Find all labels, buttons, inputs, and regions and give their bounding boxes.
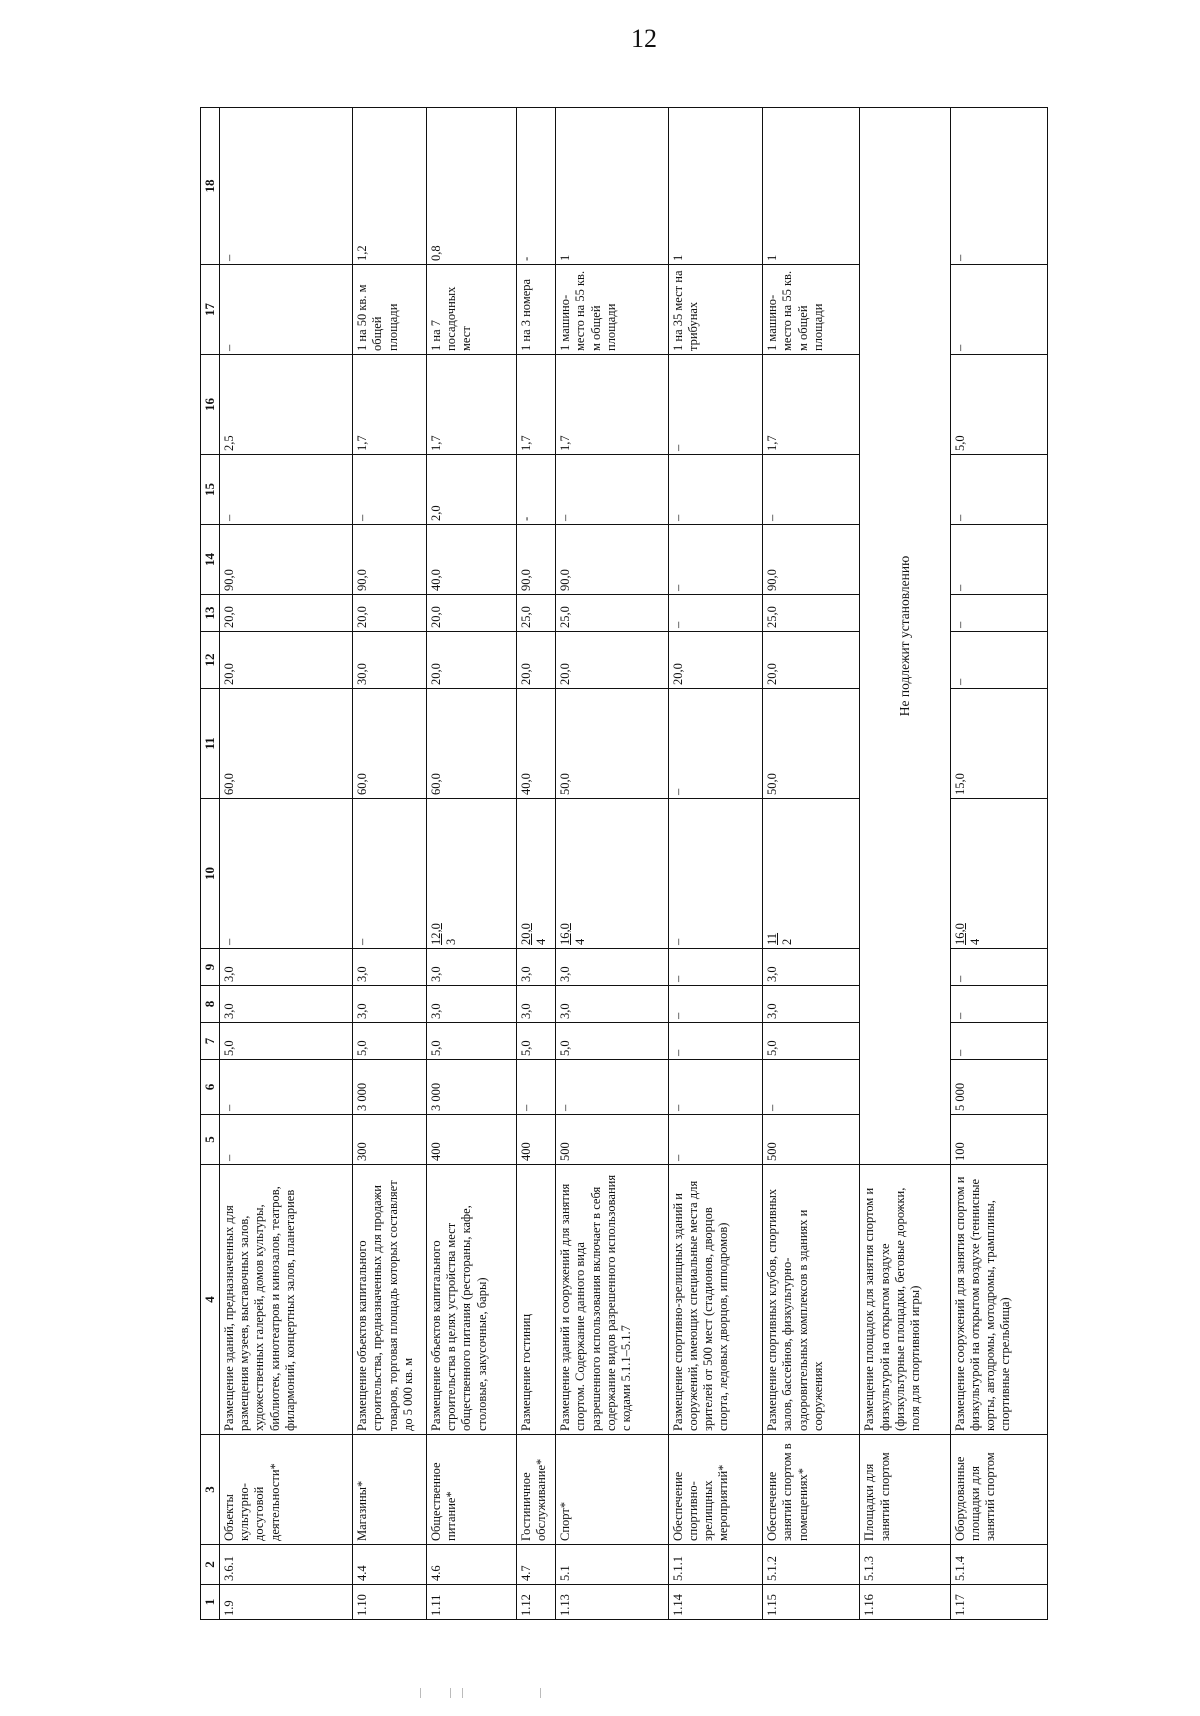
- rotated-table-container: [200, 108, 1048, 1620]
- cell-col-8: 3,0: [556, 986, 669, 1023]
- header-cell: 8: [201, 986, 220, 1023]
- cell-col-14: 90,0: [763, 525, 860, 595]
- cell-col-8: 3,0: [763, 986, 860, 1023]
- use-code: 5.1.4: [950, 1545, 1047, 1585]
- use-description: Размещение зданий, предназначенных для размещения музеев, выставочных залов, художественных галерей, домов культуры, библиотек, кинотеатров и кинозалов, театров, филармоний, концертных залов, планетариев: [219, 1165, 352, 1435]
- cell-col-8: 3,0: [353, 986, 427, 1023]
- use-code: 5.1: [556, 1545, 669, 1585]
- cell-col-13: 25,0: [763, 595, 860, 632]
- cell-col-8: 3,0: [219, 986, 352, 1023]
- cell-col-9: 3,0: [556, 949, 669, 986]
- cell-col-8: 3,0: [517, 986, 556, 1023]
- cell-col-11: 60,0: [219, 689, 352, 799]
- cell-col-12: –: [950, 632, 1047, 689]
- use-name: Площадки для занятий спортом: [860, 1435, 950, 1545]
- table-row: [219, 108, 352, 1620]
- header-cell: 10: [201, 799, 220, 949]
- cell-col-12: 20,0: [517, 632, 556, 689]
- cell-col-6: –: [556, 1060, 669, 1115]
- use-description: Размещение гостиниц: [517, 1165, 556, 1435]
- header-cell: 9: [201, 949, 220, 986]
- cell-col-7: 5,0: [219, 1023, 352, 1060]
- use-description: Размещение спортивных клубов, спортивных залов, бассейнов, физкультурно-оздоровительных комплексов в зданиях и сооружениях: [763, 1165, 860, 1435]
- fraction-denominator: 3: [444, 938, 459, 945]
- fraction-numerator: 16,0: [558, 923, 572, 945]
- cell-col-16: 1,7: [353, 355, 427, 455]
- cell-col-11: 60,0: [426, 689, 516, 799]
- zoning-parameters-table: [200, 107, 1048, 1620]
- use-code: 4.6: [426, 1545, 516, 1585]
- fraction-numerator: –: [670, 938, 685, 945]
- cell-col-11: –: [668, 689, 762, 799]
- row-number: 1.10: [353, 1585, 427, 1620]
- fraction-denominator: 4: [967, 938, 982, 945]
- cell-col-6: 3 000: [426, 1060, 516, 1115]
- cell-col-14: 90,0: [353, 525, 427, 595]
- cell-col-17: 1 на 3 номера: [517, 265, 556, 355]
- cell-col-10: [950, 799, 1047, 949]
- cell-col-7: 5,0: [517, 1023, 556, 1060]
- cell-col-5: 100: [950, 1115, 1047, 1165]
- cell-col-17: 1 на 35 мест на трибунах: [668, 265, 762, 355]
- scan-mark: [420, 1688, 421, 1698]
- fraction-numerator: 11: [765, 932, 780, 945]
- row-number: 1.13: [556, 1585, 669, 1620]
- scan-artifact-marks: [420, 1688, 570, 1700]
- cell-col-17: 1 машино-место на 55 кв. м общей площади: [556, 265, 669, 355]
- use-description: Размещение площадок для занятия спортом и физкультурой на открытом воздухе (физкультурные площадки, беговые дорожки, поля для спортивной игры): [860, 1165, 950, 1435]
- cell-col-18: –: [219, 108, 352, 265]
- cell-col-16: 1,7: [426, 355, 516, 455]
- cell-col-5: –: [219, 1115, 352, 1165]
- scan-mark: [540, 1688, 541, 1698]
- cell-col-15: –: [353, 455, 427, 525]
- cell-col-9: –: [668, 949, 762, 986]
- header-cell: 7: [201, 1023, 220, 1060]
- cell-col-8: –: [950, 986, 1047, 1023]
- cell-col-7: 5,0: [556, 1023, 669, 1060]
- cell-col-9: –: [950, 949, 1047, 986]
- row-number: 1.11: [426, 1585, 516, 1620]
- row-number: 1.14: [668, 1585, 762, 1620]
- cell-col-5: 500: [763, 1115, 860, 1165]
- cell-col-5: –: [668, 1115, 762, 1165]
- cell-col-16: 1,7: [517, 355, 556, 455]
- fraction-denominator: 4: [534, 938, 549, 945]
- cell-col-18: 1: [763, 108, 860, 265]
- cell-col-8: 3,0: [426, 986, 516, 1023]
- cell-col-10: [353, 799, 427, 949]
- cell-col-17: 1 на 50 кв. м общей площади: [353, 265, 427, 355]
- cell-col-11: 50,0: [556, 689, 669, 799]
- cell-col-13: 20,0: [426, 595, 516, 632]
- fraction-numerator: 12,0: [428, 923, 443, 945]
- table-row: [426, 108, 516, 1620]
- use-name: Обеспечение спортивно-зрелищных мероприятий*: [668, 1435, 762, 1545]
- table-row: [556, 108, 669, 1620]
- table-row: [763, 108, 860, 1620]
- cell-col-13: 25,0: [517, 595, 556, 632]
- cell-col-15: –: [950, 455, 1047, 525]
- cell-col-7: 5,0: [763, 1023, 860, 1060]
- header-cell: 15: [201, 455, 220, 525]
- header-cell: 17: [201, 265, 220, 355]
- use-name: Гостиничное обслуживание*: [517, 1435, 556, 1545]
- cell-col-6: –: [763, 1060, 860, 1115]
- cell-col-16: 1,7: [763, 355, 860, 455]
- fraction-denominator: 4: [573, 938, 588, 945]
- cell-col-18: –: [950, 108, 1047, 265]
- row-number: 1.17: [950, 1585, 1047, 1620]
- cell-col-18: -: [517, 108, 556, 265]
- cell-col-14: –: [950, 525, 1047, 595]
- cell-col-5: 300: [353, 1115, 427, 1165]
- cell-col-15: –: [668, 455, 762, 525]
- fraction-numerator: –: [355, 938, 370, 945]
- cell-col-15: –: [763, 455, 860, 525]
- cell-col-6: 5 000: [950, 1060, 1047, 1115]
- cell-col-10: [556, 799, 669, 949]
- table-row: [950, 108, 1047, 1620]
- cell-col-9: 3,0: [219, 949, 352, 986]
- header-cell: 4: [201, 1165, 220, 1435]
- cell-col-16: 1,7: [556, 355, 669, 455]
- row-number: 1.9: [219, 1585, 352, 1620]
- cell-col-13: –: [950, 595, 1047, 632]
- scan-mark: [450, 1688, 451, 1698]
- cell-col-9: 3,0: [517, 949, 556, 986]
- header-row: [201, 108, 220, 1620]
- header-cell: 2: [201, 1545, 220, 1585]
- header-cell: 11: [201, 689, 220, 799]
- cell-col-13: –: [668, 595, 762, 632]
- cell-col-11: 15,0: [950, 689, 1047, 799]
- cell-col-9: 3,0: [426, 949, 516, 986]
- cell-col-15: 2,0: [426, 455, 516, 525]
- cell-col-10: [426, 799, 516, 949]
- cell-col-16: 2,5: [219, 355, 352, 455]
- header-cell: 13: [201, 595, 220, 632]
- scan-mark: [462, 1688, 463, 1698]
- use-code: 4.4: [353, 1545, 427, 1585]
- use-description: Размещение спортивно-зрелищных зданий и сооружений, имеющих специальные места для зрителей от 500 мест (стадионов, дворцов спорта, ледовых дворцов, ипподромов): [668, 1165, 762, 1435]
- use-name: Оборудованные площадки для занятий спортом: [950, 1435, 1047, 1545]
- cell-col-12: 30,0: [353, 632, 427, 689]
- cell-col-18: 0,8: [426, 108, 516, 265]
- cell-col-13: 20,0: [219, 595, 352, 632]
- cell-col-10: [517, 799, 556, 949]
- header-cell: 14: [201, 525, 220, 595]
- cell-col-15: –: [219, 455, 352, 525]
- cell-col-17: 1 на 7 посадочных мест: [426, 265, 516, 355]
- table-row: [517, 108, 556, 1620]
- table-row: [353, 108, 427, 1620]
- cell-col-7: 5,0: [426, 1023, 516, 1060]
- cell-col-8: –: [668, 986, 762, 1023]
- cell-col-7: –: [668, 1023, 762, 1060]
- cell-col-10: [219, 799, 352, 949]
- cell-col-13: 25,0: [556, 595, 669, 632]
- use-name: Спорт*: [556, 1435, 669, 1545]
- header-cell: 1: [201, 1585, 220, 1620]
- use-name: Объекты культурно-досуговой деятельности*: [219, 1435, 352, 1545]
- use-description: Размещение сооружений для занятия спортом и физкультурой на открытом воздухе (теннисные корты, автодромы, мотодромы, трамплины, спортивные стрельбища): [950, 1165, 1047, 1435]
- cell-col-16: –: [668, 355, 762, 455]
- cell-col-18: 1: [668, 108, 762, 265]
- use-code: 5.1.1: [668, 1545, 762, 1585]
- cell-col-9: 3,0: [763, 949, 860, 986]
- table-row: [668, 108, 762, 1620]
- cell-col-13: 20,0: [353, 595, 427, 632]
- row-number: 1.16: [860, 1585, 950, 1620]
- cell-col-10: [668, 799, 762, 949]
- cell-col-5: 400: [426, 1115, 516, 1165]
- row-number: 1.12: [517, 1585, 556, 1620]
- cell-col-6: –: [219, 1060, 352, 1115]
- use-name: Магазины*: [353, 1435, 427, 1545]
- cell-col-15: -: [517, 455, 556, 525]
- use-code: 3.6.1: [219, 1545, 352, 1585]
- use-description: Размещение объектов капитального строительства, предназначенных для продажи товаров, торговая площадь которых составляет до 5 000 кв. м: [353, 1165, 427, 1435]
- not-established-cell: Не подлежит установлению: [860, 108, 950, 1165]
- cell-col-14: –: [668, 525, 762, 595]
- cell-col-14: 90,0: [517, 525, 556, 595]
- cell-col-18: 1: [556, 108, 669, 265]
- cell-col-11: 40,0: [517, 689, 556, 799]
- fraction-numerator: 20,0: [519, 923, 534, 945]
- use-description: Размещение объектов капитального строительства в целях устройства мест общественного питания (рестораны, кафе, столовые, закусочные, бары): [426, 1165, 516, 1435]
- cell-col-11: 60,0: [353, 689, 427, 799]
- use-code: 5.1.3: [860, 1545, 950, 1585]
- cell-col-12: 20,0: [219, 632, 352, 689]
- header-cell: 6: [201, 1060, 220, 1115]
- use-description: Размещение зданий и сооружений для занятия спортом. Содержание данного вида разрешенного использования включает в себя содержание видов разрешенного использования с кодами 5.1.1–5.1.7: [556, 1165, 669, 1435]
- page-number: 12: [631, 24, 657, 53]
- cell-col-12: 20,0: [556, 632, 669, 689]
- use-name: Обеспечение занятий спортом в помещениях*: [763, 1435, 860, 1545]
- cell-col-17: 1 машино-место на 55 кв. м общей площади: [763, 265, 860, 355]
- cell-col-12: 20,0: [426, 632, 516, 689]
- use-code: 5.1.2: [763, 1545, 860, 1585]
- header-cell: 16: [201, 355, 220, 455]
- cell-col-14: 40,0: [426, 525, 516, 595]
- cell-col-11: 50,0: [763, 689, 860, 799]
- fraction-denominator: 2: [780, 938, 795, 945]
- header-cell: 3: [201, 1435, 220, 1545]
- cell-col-7: –: [950, 1023, 1047, 1060]
- rotated-table-frame: [200, 108, 1048, 1620]
- cell-col-16: 5,0: [950, 355, 1047, 455]
- cell-col-10: [763, 799, 860, 949]
- header-cell: 12: [201, 632, 220, 689]
- row-number: 1.15: [763, 1585, 860, 1620]
- cell-col-17: –: [219, 265, 352, 355]
- cell-col-9: 3,0: [353, 949, 427, 986]
- use-name: Общественное питание*: [426, 1435, 516, 1545]
- header-cell: 18: [201, 108, 220, 265]
- cell-col-12: 20,0: [668, 632, 762, 689]
- cell-col-14: 90,0: [219, 525, 352, 595]
- cell-col-5: 500: [556, 1115, 669, 1165]
- header-cell: 5: [201, 1115, 220, 1165]
- use-code: 4.7: [517, 1545, 556, 1585]
- fraction-numerator: –: [221, 938, 236, 945]
- fraction-numerator: 16,0: [952, 923, 967, 945]
- cell-col-6: 3 000: [353, 1060, 427, 1115]
- cell-col-15: –: [556, 455, 669, 525]
- cell-col-5: 400: [517, 1115, 556, 1165]
- cell-col-6: –: [668, 1060, 762, 1115]
- cell-col-18: 1,2: [353, 108, 427, 265]
- cell-col-14: 90,0: [556, 525, 669, 595]
- cell-col-7: 5,0: [353, 1023, 427, 1060]
- table-row: [860, 108, 950, 1620]
- cell-col-6: –: [517, 1060, 556, 1115]
- cell-col-12: 20,0: [763, 632, 860, 689]
- cell-col-17: –: [950, 265, 1047, 355]
